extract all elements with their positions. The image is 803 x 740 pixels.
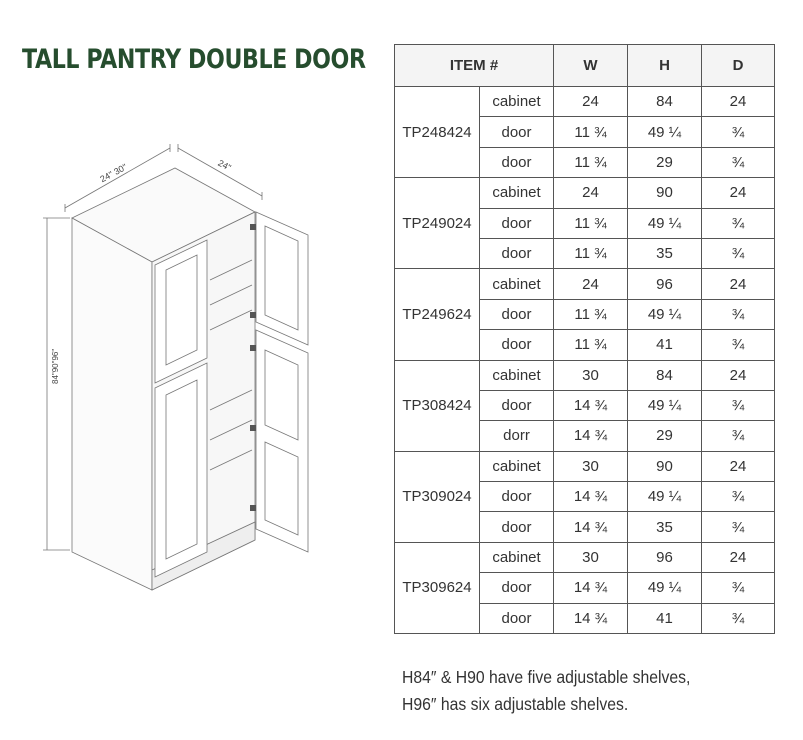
part-cell: door [480,238,554,268]
depth-cell: ¾ [702,117,775,147]
width-cell: 14 ¾ [554,512,628,542]
width-cell: 14 ¾ [554,390,628,420]
item-number-cell: TP309024 [395,451,480,542]
height-cell: 49 ¼ [628,117,702,147]
height-cell: 49 ¼ [628,390,702,420]
width-cell: 14 ¾ [554,482,628,512]
width-cell: 14 ¾ [554,573,628,603]
depth-cell: 24 [702,360,775,390]
part-cell: door [480,147,554,177]
header-item: ITEM # [395,45,554,87]
width-cell: 24 [554,269,628,299]
table-row [395,269,775,299]
depth-cell: ¾ [702,390,775,420]
header-height: H [628,45,702,87]
cabinet-drawing [30,140,320,600]
depth-cell: 24 [702,542,775,572]
part-cell: door [480,573,554,603]
header-width: W [554,45,628,87]
depth-cell: ¾ [702,573,775,603]
part-cell: door [480,330,554,360]
width-cell: 30 [554,542,628,572]
shelves-note [402,664,690,718]
header-depth: D [702,45,775,87]
width-cell: 30 [554,360,628,390]
part-cell: door [480,482,554,512]
depth-cell: ¾ [702,603,775,633]
height-cell: 41 [628,330,702,360]
part-cell: door [480,390,554,420]
height-cell: 84 [628,87,702,117]
part-cell: dorr [480,421,554,451]
table-row [395,360,775,390]
depth-cell: ¾ [702,238,775,268]
height-cell: 96 [628,542,702,572]
item-number-cell: TP308424 [395,360,480,451]
width-cell: 11 ¾ [554,238,628,268]
width-cell: 24 [554,178,628,208]
part-cell: cabinet [480,269,554,299]
width-cell: 14 ¾ [554,603,628,633]
item-number-cell: TP309624 [395,542,480,633]
spec-table [394,44,775,634]
note-line: H84″ & H90 have five adjustable shelves, [402,667,691,687]
height-cell: 96 [628,269,702,299]
page-title: TALL PANTRY DOUBLE DOOR [22,44,366,75]
part-cell: door [480,603,554,633]
table-row [395,542,775,572]
depth-cell: ¾ [702,482,775,512]
depth-cell: 24 [702,451,775,481]
part-cell: door [480,208,554,238]
depth-cell: 24 [702,269,775,299]
part-cell: cabinet [480,451,554,481]
table-row [395,451,775,481]
part-cell: cabinet [480,87,554,117]
table-header-row [395,45,775,87]
part-cell: door [480,299,554,329]
width-cell: 11 ¾ [554,147,628,177]
width-cell: 11 ¾ [554,299,628,329]
width-cell: 11 ¾ [554,208,628,238]
height-dimension-label: 84"90"96" [51,348,60,384]
width-cell: 30 [554,451,628,481]
part-cell: cabinet [480,178,554,208]
spec-table-body [395,87,775,634]
width-cell: 14 ¾ [554,421,628,451]
part-cell: door [480,512,554,542]
table-row [395,87,775,117]
depth-cell: ¾ [702,299,775,329]
depth-cell: ¾ [702,208,775,238]
depth-cell: ¾ [702,512,775,542]
height-cell: 29 [628,421,702,451]
width-cell: 11 ¾ [554,117,628,147]
height-cell: 84 [628,360,702,390]
depth-cell: 24 [702,87,775,117]
part-cell: cabinet [480,542,554,572]
height-cell: 49 ¼ [628,208,702,238]
width-cell: 11 ¾ [554,330,628,360]
depth-cell: ¾ [702,147,775,177]
height-cell: 35 [628,238,702,268]
height-cell: 49 ¼ [628,482,702,512]
depth-cell: 24 [702,178,775,208]
height-cell: 90 [628,451,702,481]
item-number-cell: TP249024 [395,178,480,269]
depth-cell: ¾ [702,421,775,451]
note-line: H96″ has six adjustable shelves. [402,694,629,714]
width-dimension-label: 24" 30" [98,161,129,185]
part-cell: cabinet [480,360,554,390]
depth-cell: ¾ [702,330,775,360]
height-cell: 29 [628,147,702,177]
item-number-cell: TP248424 [395,87,480,178]
depth-dimension-label: 24" [216,157,233,173]
item-number-cell: TP249624 [395,269,480,360]
height-cell: 49 ¼ [628,299,702,329]
height-cell: 35 [628,512,702,542]
height-cell: 90 [628,178,702,208]
table-row [395,178,775,208]
part-cell: door [480,117,554,147]
width-cell: 24 [554,87,628,117]
height-cell: 49 ¼ [628,573,702,603]
height-cell: 41 [628,603,702,633]
